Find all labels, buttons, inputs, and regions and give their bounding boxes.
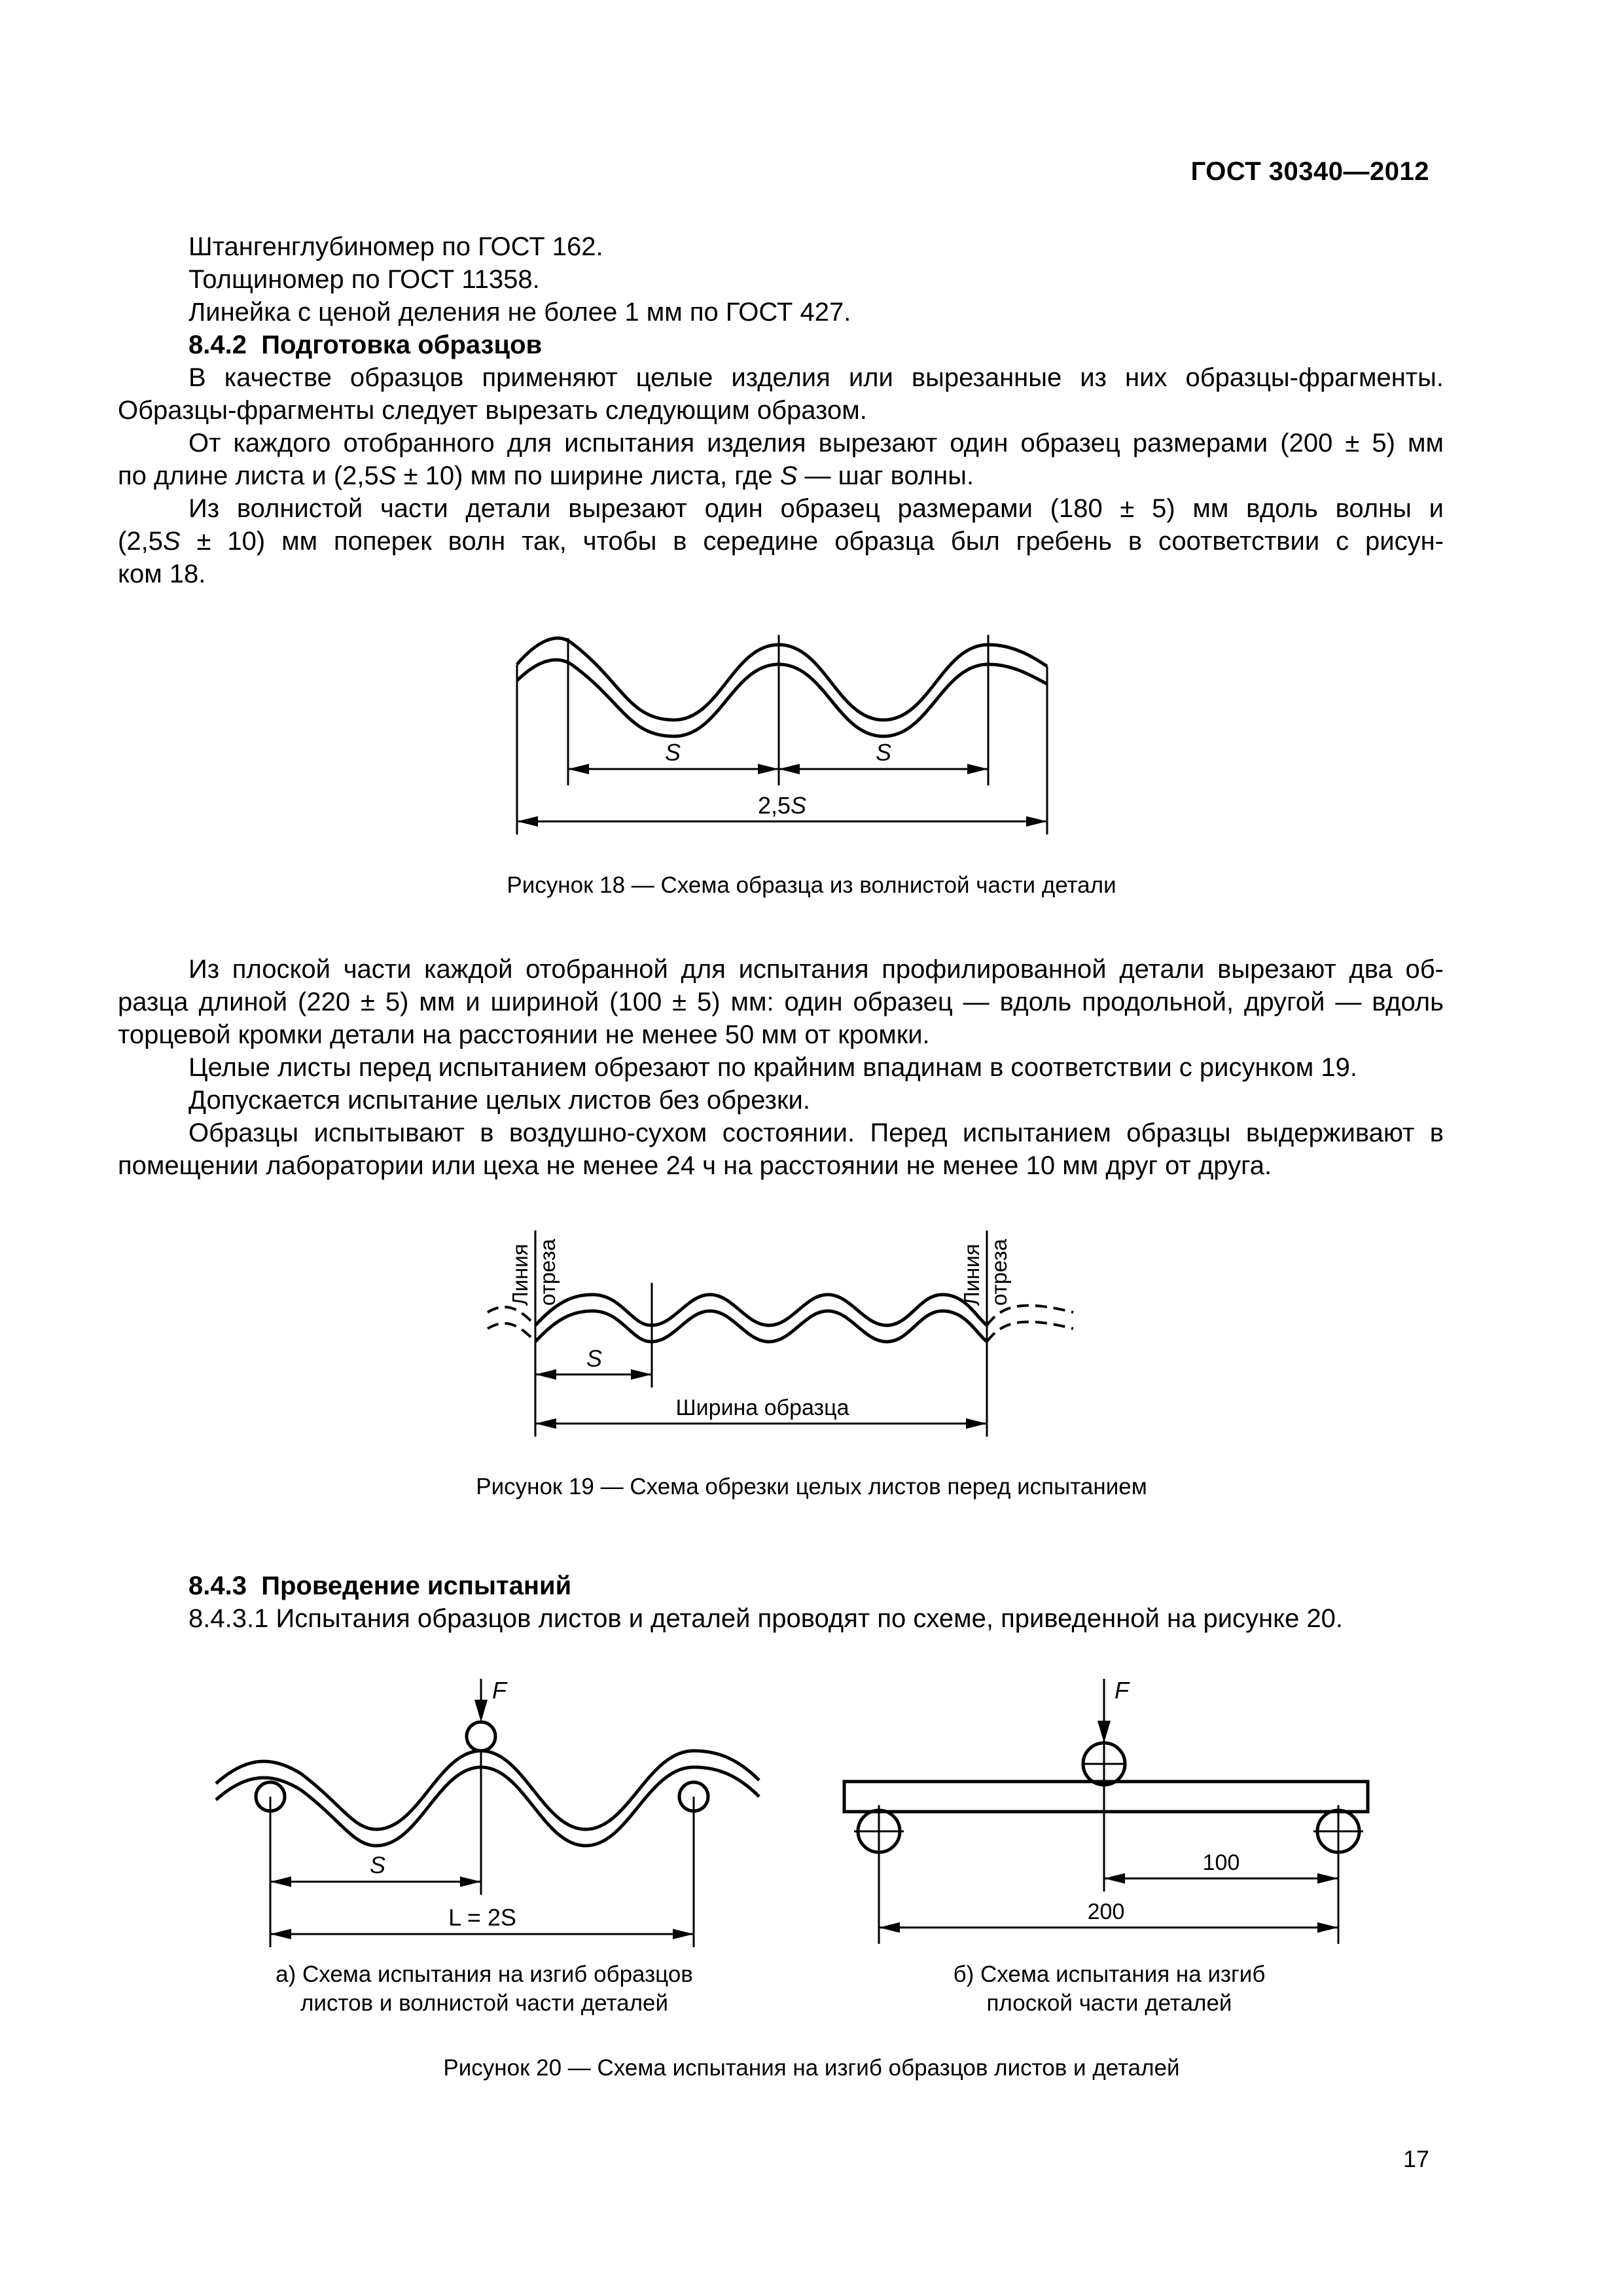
section-title: Проведение испытаний: [261, 1571, 572, 1600]
fig20b-label-200: 200: [1087, 1899, 1125, 1924]
section-title: Подготовка образцов: [261, 331, 543, 359]
text-fragment: ± 10) мм по ширине листа, где: [396, 461, 780, 490]
fig19-cut-line-1b: отреза: [535, 1238, 560, 1306]
paragraph-flat-line1: Из плоской части каждой отобранной для испытания профилированной детали вырезают два об-: [188, 955, 1444, 984]
paragraph-cut-line1: От каждого отобранного для испытания изделия вырезают один образец размерами (200 ± 5) мм: [188, 429, 1444, 457]
section-number: 8.4.2: [188, 331, 247, 359]
paragraph-conditioning-line1: Образцы испытывают в воздушно-сухом состоянии. Перед испытанием образцы выдерживают в: [188, 1119, 1444, 1147]
paragraph-samples-line2: Образцы-фрагменты следует вырезать следующим образом.: [118, 396, 867, 425]
fig18-label-s2: S: [875, 739, 892, 766]
paragraph-samples-line1: В качестве образцов применяют целые изделия или вырезанные из них образцы-фрагменты.: [188, 363, 1444, 392]
caption-line: б) Схема испытания на изгиб: [953, 1962, 1266, 1987]
fig19-label-width: Ширина образца: [675, 1395, 849, 1420]
fig20a-label-s: S: [369, 1852, 386, 1878]
fig20a-force-label: F: [492, 1677, 507, 1704]
figure-20a-caption: [196, 1960, 772, 2018]
text-fragment: — шаг волны.: [797, 461, 974, 490]
fig19-cut-line-2b: отреза: [987, 1238, 1011, 1306]
paragraph-conditioning-line2: помещении лаборатории или цеха не менее 24 ч на расстоянии не менее 10 мм друг от друга.: [118, 1151, 1272, 1180]
paragraph-flat-line2: разца длиной (220 ± 5) мм и шириной (100 ± 5) мм: один образец — вдоль продольной, другой — вдоль: [118, 988, 1444, 1016]
variable-s: S: [162, 527, 181, 556]
figure-19-caption: Рисунок 19 — Схема обрезки целых листов перед испытанием: [476, 1474, 1147, 1499]
paragraph-843-1: 8.4.3.1 Испытания образцов листов и деталей проводят по схеме, приведенной на рисунке 20.: [188, 1604, 1344, 1633]
section-number: 8.4.3: [188, 1571, 247, 1600]
fig20b-scheme: [844, 1743, 1368, 1852]
fig18-total-variable: S: [791, 792, 807, 819]
figure-18-caption: Рисунок 18 — Схема образца из волнистой части детали: [507, 872, 1116, 898]
fig18-total-number: 2,5: [757, 792, 791, 819]
fig20b-label-100: 100: [1202, 1850, 1240, 1875]
fig20a-scheme: [216, 1722, 759, 1846]
fig20a-load-roller: [467, 1722, 495, 1751]
paragraph-trim: Целые листы перед испытанием обрезают по крайним впадинам в соответствии с рисунком 19.: [188, 1053, 1357, 1082]
fig20b-force-label: F: [1115, 1677, 1129, 1704]
fig19-cut-line-2a: Линия: [959, 1244, 984, 1306]
variable-s: S: [779, 461, 798, 490]
paragraph-flat-line3: торцевой кромки детали на расстоянии не менее 50 мм от кромки.: [118, 1020, 930, 1049]
caption-line: плоской части деталей: [986, 1990, 1232, 2016]
caption-line: а) Схема испытания на изгиб образцов: [276, 1962, 693, 1987]
paragraph-no-trim: Допускается испытание целых листов без обрезки.: [188, 1086, 810, 1115]
standard-header: ГОСТ 30340—2012: [1190, 157, 1429, 186]
figure-20-caption: Рисунок 20 — Схема испытания на изгиб образцов листов и деталей: [443, 2055, 1180, 2081]
paragraph-wave-line3: ком 18.: [118, 560, 206, 588]
paragraph-thickness-gauge: Толщиномер по ГОСТ 11358.: [188, 265, 540, 294]
fig19-label-s: S: [586, 1345, 603, 1372]
paragraph-caliper: Штангенглубиномер по ГОСТ 162.: [188, 232, 603, 261]
page-number: 17: [1402, 2145, 1429, 2172]
figure-20b-caption: [825, 1960, 1394, 2018]
fig19-cut-line-1a: Линия: [508, 1244, 532, 1306]
text-fragment: по длине листа и (2,5: [118, 461, 379, 490]
text-fragment: ± 10) мм поперек волн так, чтобы в середине образца был гребень в соответствии с рисун-: [180, 527, 1444, 556]
paragraph-ruler: Линейка с ценой деления не более 1 мм по ГОСТ 427.: [188, 298, 851, 327]
paragraph-wave-line1: Из волнистой части детали вырезают один образец размерами (180 ± 5) мм вдоль волны и: [188, 494, 1444, 523]
text-fragment: (2,5: [118, 527, 163, 556]
fig20a-label-l: L = 2S: [448, 1904, 516, 1931]
caption-line: листов и волнистой части деталей: [300, 1990, 669, 2016]
variable-s: S: [378, 461, 397, 490]
fig18-label-s1: S: [664, 739, 681, 766]
